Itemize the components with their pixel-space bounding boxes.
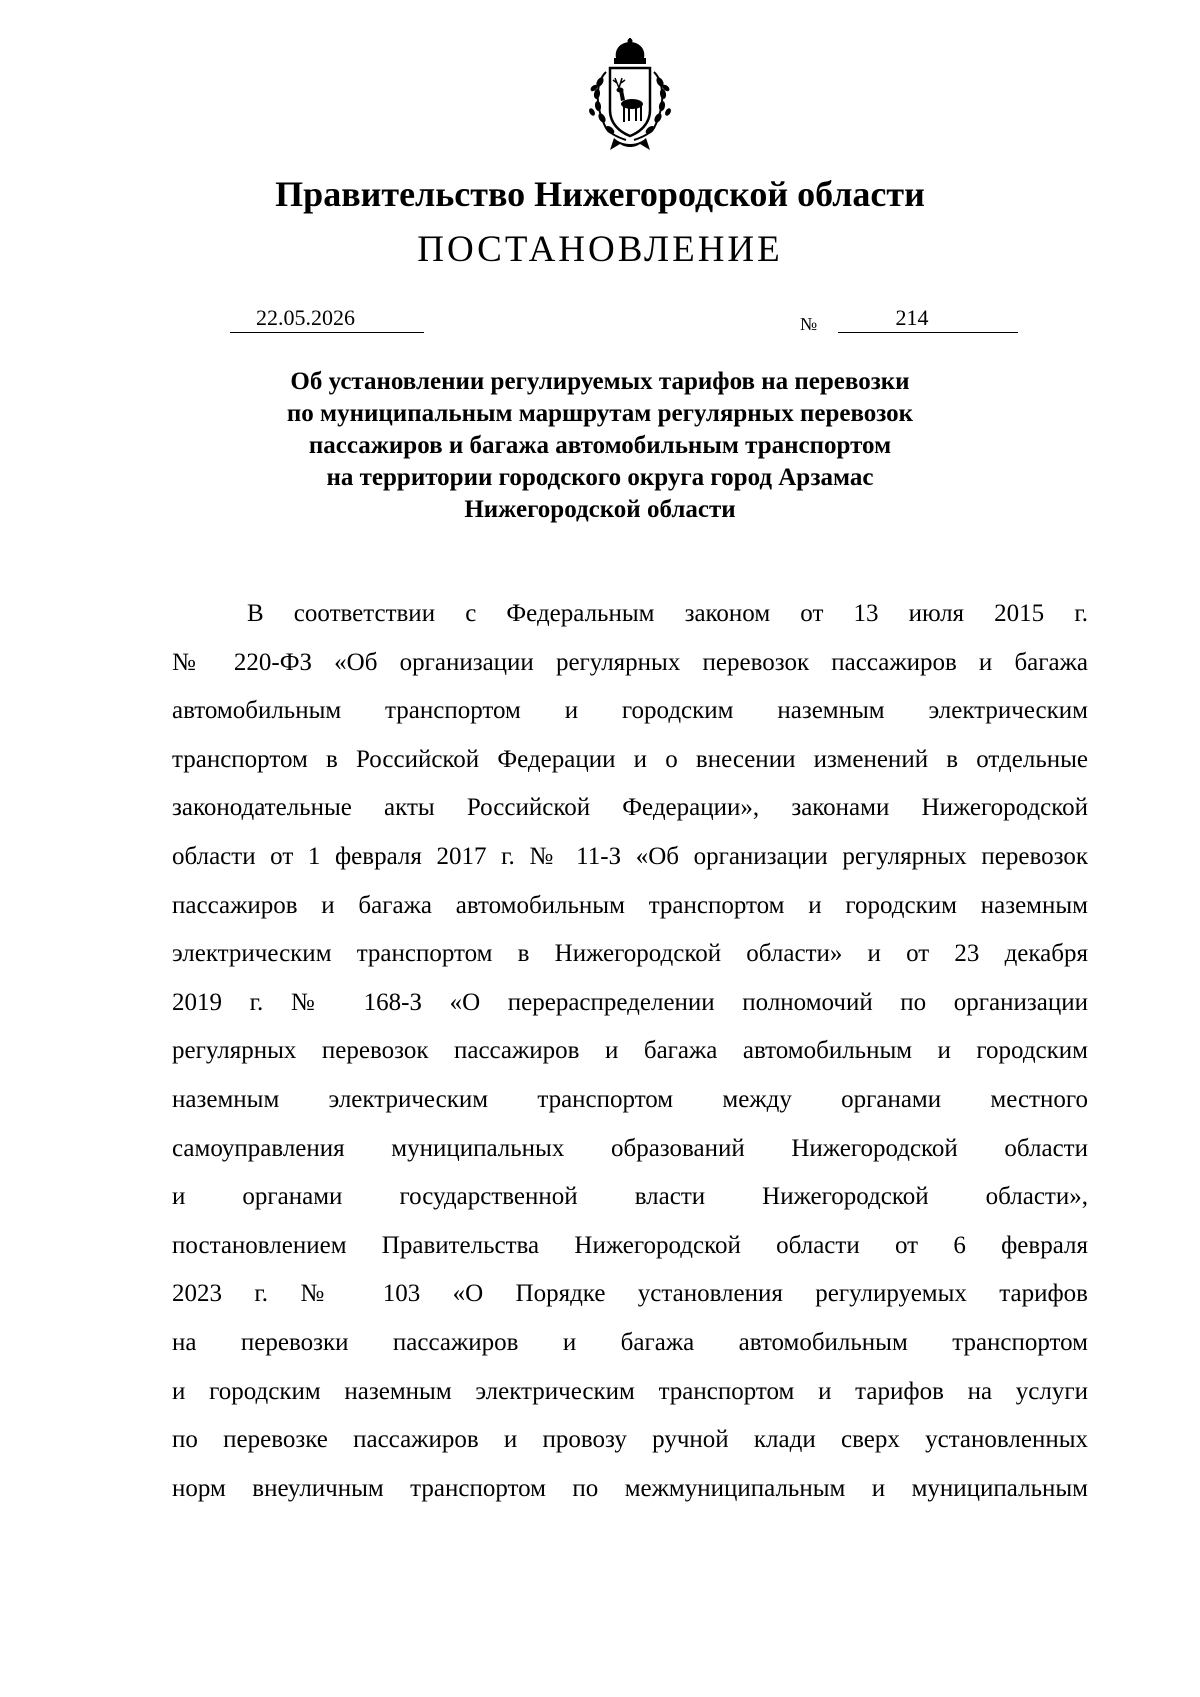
body-line: и органами государственной власти Нижегородской области», [172,1183,1088,1211]
body-line: законодательные акты Российской Федерации», законами Нижегородской [172,794,1088,822]
body-line: самоуправления муниципальных образований Нижегородской области [172,1134,1088,1162]
body-line: и городским наземным электрическим транспортом и тарифов на услуги [172,1377,1088,1405]
subject-line: пассажиров и багажа автомобильным транспортом [308,432,892,459]
document-type-heading: ПОСТАНОВЛЕНИЕ [417,229,783,270]
body-line: норм внеуличным транспортом по межмуниципальным и муниципальным [172,1474,1088,1502]
body-line: электрическим транспортом в Нижегородской области» и от 23 декабря [172,940,1088,968]
subject-line: по муниципальным маршрутам регулярных перевозок [286,400,914,427]
body-line: транспортом в Российской Федерации и о внесении изменений в отдельные [172,745,1088,773]
body-line: постановлением Правительства Нижегородской области от 6 февраля [172,1231,1088,1259]
subject-line: Нижегородской области [464,496,736,523]
document-number-field [838,304,1018,333]
body-line: 2023 г. № 103 «О Порядке установления регулируемых тарифов [172,1280,1088,1308]
body-line: автомобильным транспортом и городским наземным электрическим [172,697,1088,725]
body-line: регулярных перевозок пассажиров и багажа автомобильным и городским [172,1037,1088,1065]
document-subject [200,366,1000,526]
subject-line: Об установлении регулируемых тарифов на перевозки [290,368,910,395]
government-title: Правительство Нижегородской области [275,174,925,214]
body-line: области от 1 февраля 2017 г. № 11-З «Об организации регулярных перевозок [172,842,1088,870]
body-line: наземным электрическим транспортом между органами местного [172,1085,1088,1113]
body-line: по перевозке пассажиров и провозу ручной клади сверх установленных [172,1426,1088,1454]
number-label: № [800,314,818,334]
document-number: 214 [895,305,929,330]
subject-line: на территории городского округа город Арзамас [326,464,874,491]
body-line: 2019 г. № 168-З «О перераспределении полномочий по организации [172,988,1088,1016]
coat-of-arms-icon [570,38,690,153]
body-line: на перевозки пассажиров и багажа автомобильным транспортом [172,1328,1088,1356]
body-line: В соответствии с Федеральным законом от 13 июля 2015 г. [247,600,1088,627]
body-line: № 220-ФЗ «Об организации регулярных перевозок пассажиров и багажа [172,648,1088,676]
document-date-field [230,304,424,333]
document-body [172,590,1088,1513]
coat-of-arms-emblem [570,38,690,153]
body-line: пассажиров и багажа автомобильным транспортом и городским наземным [172,891,1088,919]
document-date: 22.05.2026 [256,305,355,330]
